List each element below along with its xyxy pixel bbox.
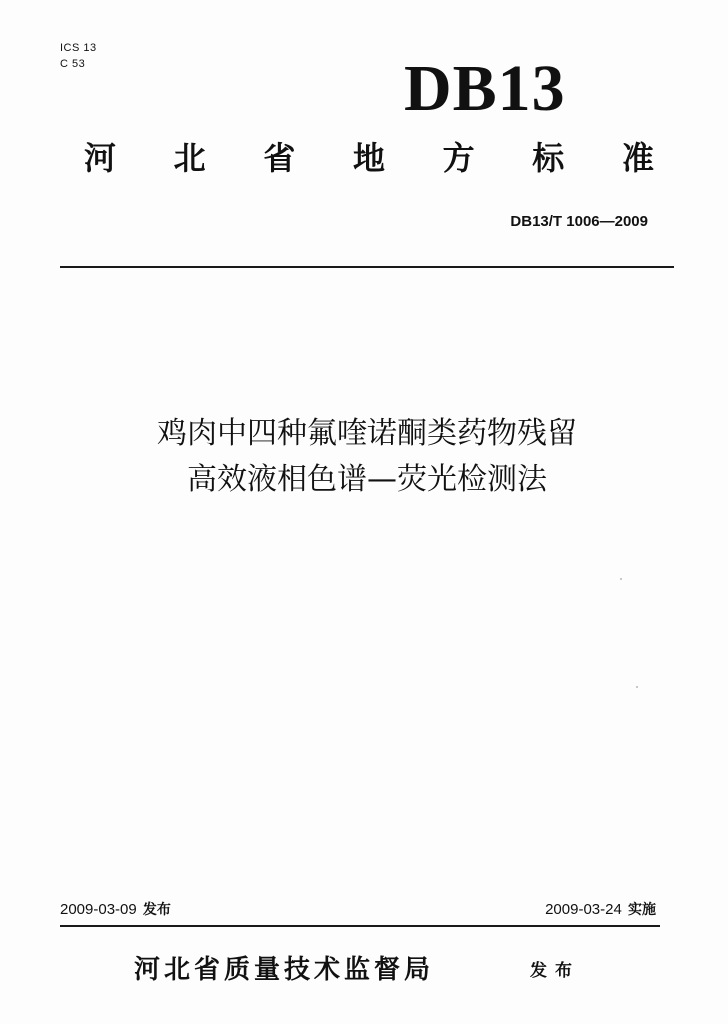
scan-speck — [636, 686, 638, 688]
standard-number: DB13/T 1006—2009 — [510, 213, 648, 230]
standard-category-char: 北 — [173, 139, 206, 177]
document-title-line-1: 鸡肉中四种氟喹诺酮类药物残留 — [157, 416, 577, 451]
standard-category — [84, 136, 654, 180]
issue-action: 发布 — [530, 961, 580, 981]
db13-logo: DB13 — [404, 52, 566, 125]
header-divider — [60, 266, 674, 268]
effective-date-block — [545, 900, 656, 920]
issuing-authority: 河北省质量技术监督局 — [134, 955, 435, 985]
ccs-code: C 53 — [60, 58, 86, 70]
effective-label: 实施 — [628, 902, 656, 918]
document-title-line-2: 高效液相色谱—荧光检测法 — [187, 462, 547, 497]
standard-category-char: 准 — [621, 139, 654, 177]
standard-category-char: 地 — [352, 139, 385, 177]
classification-codes — [60, 40, 97, 72]
standard-category-char: 方 — [442, 139, 475, 177]
publish-date-block — [60, 900, 171, 920]
footer-divider — [60, 925, 660, 927]
scan-speck — [620, 578, 622, 580]
publish-date: 2009-03-09 — [60, 901, 137, 918]
effective-date: 2009-03-24 — [545, 901, 622, 918]
ics-code: ICS 13 — [60, 42, 97, 54]
standard-category-char: 河 — [84, 139, 117, 177]
standard-category-char: 省 — [263, 139, 296, 177]
publish-label: 发布 — [142, 902, 171, 918]
standard-category-char: 标 — [532, 139, 565, 177]
